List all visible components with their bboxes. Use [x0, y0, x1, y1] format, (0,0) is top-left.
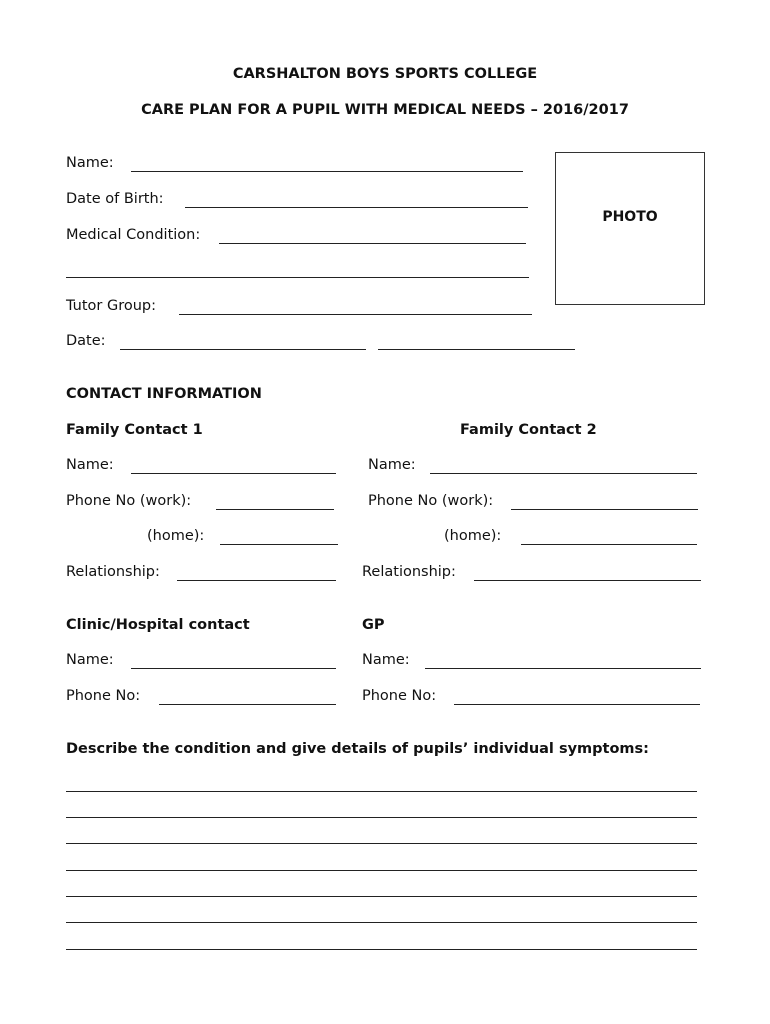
photo-box [555, 152, 705, 305]
family1-work-phone-field[interactable] [216, 509, 334, 510]
family1-relationship-field[interactable] [177, 580, 336, 581]
symptoms-heading: Describe the condition and give details of pupils’ individual symptoms: [66, 741, 649, 757]
date-field[interactable] [120, 349, 366, 350]
family1-home-phone-field[interactable] [220, 544, 338, 545]
tutor-group-field[interactable] [179, 314, 532, 315]
family-contact-2-heading: Family Contact 2 [460, 422, 597, 438]
clinic-phone-field[interactable] [159, 704, 336, 705]
clinic-name-field[interactable] [131, 668, 336, 669]
dob-label: Date of Birth: [66, 191, 164, 207]
date-field-2[interactable] [378, 349, 575, 350]
family2-home-phone-field[interactable] [521, 544, 697, 545]
medical-condition-field[interactable] [219, 243, 526, 244]
clinic-phone-label: Phone No: [66, 688, 141, 704]
family2-name-label: Name: [368, 457, 416, 473]
contact-information-heading: CONTACT INFORMATION [66, 386, 262, 402]
symptoms-line-5[interactable] [66, 896, 697, 897]
school-name: CARSHALTON BOYS SPORTS COLLEGE [232, 66, 538, 82]
date-label: Date: [66, 333, 106, 349]
tutor-group-label: Tutor Group: [66, 298, 157, 314]
photo-label: PHOTO [602, 209, 658, 225]
family2-relationship-label: Relationship: [362, 564, 456, 580]
document-title: CARE PLAN FOR A PUPIL WITH MEDICAL NEEDS – 2016/2017 [141, 102, 629, 118]
family1-name-label: Name: [66, 457, 114, 473]
pupil-name-field[interactable] [131, 171, 523, 172]
family2-home-phone-label: (home): [444, 528, 502, 544]
gp-heading: GP [362, 617, 385, 633]
family2-work-phone-label: Phone No (work): [368, 493, 494, 509]
family1-relationship-label: Relationship: [66, 564, 160, 580]
family1-home-phone-label: (home): [147, 528, 205, 544]
family2-relationship-field[interactable] [474, 580, 701, 581]
gp-name-field[interactable] [425, 668, 701, 669]
family2-work-phone-field[interactable] [511, 509, 698, 510]
family2-name-field[interactable] [430, 473, 697, 474]
pupil-name-label: Name: [66, 155, 114, 171]
symptoms-line-3[interactable] [66, 843, 697, 844]
dob-field[interactable] [185, 207, 528, 208]
symptoms-line-6[interactable] [66, 922, 697, 923]
clinic-hospital-heading: Clinic/Hospital contact [66, 617, 250, 633]
symptoms-line-7[interactable] [66, 949, 697, 950]
family1-name-field[interactable] [131, 473, 336, 474]
family1-work-phone-label: Phone No (work): [66, 493, 192, 509]
medical-condition-label: Medical Condition: [66, 227, 201, 243]
clinic-name-label: Name: [66, 652, 114, 668]
symptoms-line-4[interactable] [66, 870, 697, 871]
gp-phone-field[interactable] [454, 704, 700, 705]
gp-name-label: Name: [362, 652, 410, 668]
symptoms-line-2[interactable] [66, 817, 697, 818]
family-contact-1-heading: Family Contact 1 [66, 422, 203, 438]
gp-phone-label: Phone No: [362, 688, 437, 704]
medical-condition-field-line-2[interactable] [66, 277, 529, 278]
symptoms-line-1[interactable] [66, 791, 697, 792]
